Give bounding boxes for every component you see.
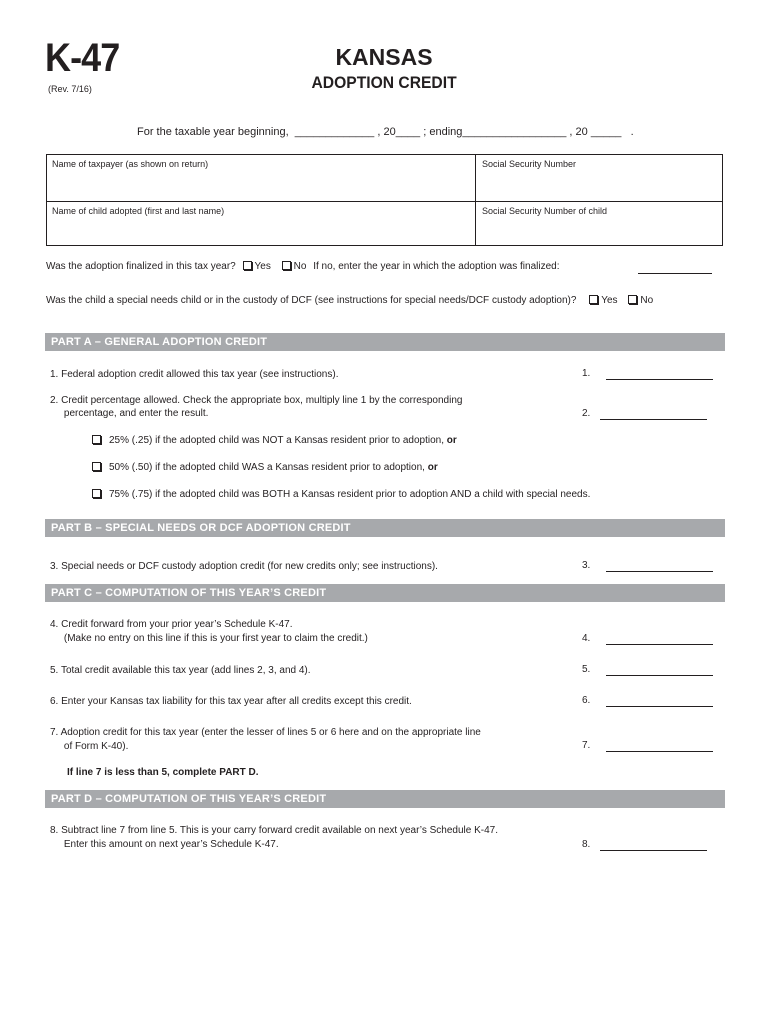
option-25-label: 25% (.25) if the adopted child was NOT a Kansas resident prior to adoption,	[109, 435, 445, 446]
line-6-number: 6.	[582, 695, 591, 706]
option-50-label: 50% (.50) if the adopted child WAS a Kansas resident prior to adoption,	[109, 462, 425, 473]
question-finalized	[46, 261, 559, 272]
line-3-number: 3.	[582, 560, 591, 571]
form-revision: (Rev. 7/16)	[48, 84, 92, 94]
tax-year-line[interactable]: For the taxable year beginning, _____________ , 20____ ; ending_________________ , 20 _____ .	[137, 126, 634, 138]
option-75-percent	[92, 489, 590, 500]
part-d-header: PART D – COMPUTATION OF THIS YEAR’S CREDIT	[45, 790, 725, 808]
form-number: K-47	[45, 36, 120, 80]
q2-yes-checkbox[interactable]	[589, 295, 598, 304]
part-c-header: PART C – COMPUTATION OF THIS YEAR’S CREDIT	[45, 584, 725, 602]
line-3-amount-field[interactable]	[606, 571, 713, 572]
line-7-number: 7.	[582, 740, 591, 751]
finalized-year-field[interactable]	[638, 273, 712, 274]
q1-yes-checkbox[interactable]	[243, 261, 252, 270]
line-8-text-a: 8. Subtract line 7 from line 5. This is your carry forward credit available on next year’s Schedule K-47.	[50, 825, 498, 836]
line-6-amount-field[interactable]	[606, 706, 713, 707]
line-7-amount-field[interactable]	[606, 751, 713, 752]
line-2-number: 2.	[582, 408, 591, 419]
line-5-text: 5. Total credit available this tax year (add lines 2, 3, and 4).	[50, 665, 311, 676]
option-50-checkbox[interactable]	[92, 462, 101, 471]
taxpayer-ssn-field[interactable]: Social Security Number	[482, 159, 577, 169]
q1-no-checkbox[interactable]	[282, 261, 291, 270]
part-a-header: PART A – GENERAL ADOPTION CREDIT	[45, 333, 725, 351]
taxpayer-name-field[interactable]: Name of taxpayer (as shown on return)	[52, 159, 209, 169]
line-6-text: 6. Enter your Kansas tax liability for this tax year after all credits except this credit.	[50, 696, 412, 707]
state-label: KANSAS	[335, 44, 433, 70]
id-box-divider-vertical	[475, 155, 476, 245]
option-25-or: or	[446, 435, 457, 446]
part-d-instruction: If line 7 is less than 5, complete PART D.	[67, 767, 259, 778]
line-2-amount-field[interactable]	[600, 419, 707, 420]
line-7-text-b: of Form K-40).	[50, 741, 129, 752]
line-8-amount-field[interactable]	[600, 850, 707, 851]
form-title	[31, 73, 739, 93]
q1-followup-text: If no, enter the year in which the adoption was finalized:	[313, 261, 560, 272]
title-label: ADOPTION CREDIT	[311, 73, 457, 92]
q2-no-label: No	[640, 295, 654, 306]
part-b-header: PART B – SPECIAL NEEDS OR DCF ADOPTION CREDIT	[45, 519, 725, 537]
line-3-text: 3. Special needs or DCF custody adoption credit (for new credits only; see instructions).	[50, 561, 438, 572]
line-8-text-b: Enter this amount on next year’s Schedule K-47.	[50, 839, 279, 850]
q2-no-checkbox[interactable]	[628, 295, 637, 304]
line-4-amount-field[interactable]	[606, 644, 713, 645]
option-25-checkbox[interactable]	[92, 435, 101, 444]
line-5-number: 5.	[582, 664, 591, 675]
child-ssn-field[interactable]: Social Security Number of child	[482, 206, 608, 216]
id-box-divider-horizontal	[47, 201, 722, 202]
option-25-percent	[92, 435, 457, 446]
question-special-needs	[46, 295, 653, 306]
form-state	[0, 44, 770, 71]
question-finalized-text: Was the adoption finalized in this tax year?	[46, 261, 236, 272]
line-1-number: 1.	[582, 368, 591, 379]
child-name-field[interactable]: Name of child adopted (first and last name)	[52, 206, 225, 216]
question-special-needs-text: Was the child a special needs child or in the custody of DCF (see instructions for special needs/DCF custody adoption)?	[46, 295, 577, 306]
option-75-label: 75% (.75) if the adopted child was BOTH a Kansas resident prior to adoption AND a child with special needs.	[109, 489, 591, 500]
line-1-amount-field[interactable]	[606, 379, 713, 380]
line-7-text-a: 7. Adoption credit for this tax year (enter the lesser of lines 5 or 6 here and on the appropriate line	[50, 727, 481, 738]
option-50-or: or	[427, 462, 438, 473]
q1-yes-label: Yes	[254, 261, 271, 272]
line-4-text-a: 4. Credit forward from your prior year’s Schedule K-47.	[50, 619, 293, 630]
line-8-number: 8.	[582, 839, 591, 850]
option-50-percent	[92, 462, 438, 473]
q1-no-label: No	[293, 261, 307, 272]
line-2-text-b: percentage, and enter the result.	[50, 408, 209, 419]
line-2-text-a: 2. Credit percentage allowed. Check the appropriate box, multiply line 1 by the corresponding	[50, 395, 463, 406]
identification-box	[46, 154, 723, 246]
option-75-checkbox[interactable]	[92, 489, 101, 498]
line-4-number: 4.	[582, 633, 591, 644]
line-5-amount-field[interactable]	[606, 675, 713, 676]
line-1-text: 1. Federal adoption credit allowed this tax year (see instructions).	[50, 369, 339, 380]
q2-yes-label: Yes	[601, 295, 618, 306]
line-4-text-b: (Make no entry on this line if this is your first year to claim the credit.)	[50, 633, 368, 644]
